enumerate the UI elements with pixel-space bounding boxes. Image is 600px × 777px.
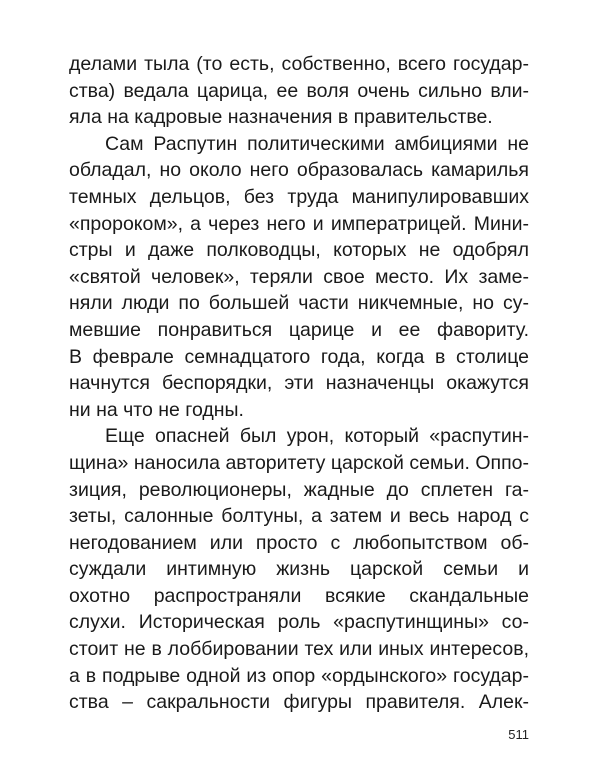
text-line: обладал, но около него образовалась камарилья [69,159,529,182]
text-line: яла на кадровые назначения в правительстве. [69,106,493,129]
text-line: зеты, салонные болтуны, а затем и весь народ с [69,505,529,528]
text-line: суждали интимную жизнь царской семьи и [69,558,529,581]
text-line: стры и даже полководцы, которых не одобрял [69,239,529,262]
text-line: «пророком», а через него и императрицей. Мини- [69,212,529,235]
text-line: негодованием или просто с любопытством об- [69,531,529,554]
page-number: 511 [508,727,529,742]
text-line: «святой человек», теряли свое место. Их заме- [69,265,529,288]
text-line: В феврале семнадцатого года, когда в столице [69,345,529,368]
text-line: охотно распространяли всякие скандальные [69,584,529,607]
text-line: ства) ведала царица, ее воля очень сильно вли- [69,79,529,102]
text-line: зиция, революционеры, жадные до сплетен га- [69,478,529,501]
text-line: стоит не в лоббировании тех или иных интересов, [69,638,529,661]
text-line: ни на что не годны. [69,398,244,421]
text-line: а в подрыве одной из опор «ордынского» государ- [69,664,529,687]
text-line: слухи. Историческая роль «распутинщины» со- [69,611,529,634]
text-line: начнутся беспорядки, эти назначенцы окажутся [69,372,529,395]
paragraph-start-line: Еще опасней был урон, который «распутин- [105,425,529,448]
paragraph-start-line: Сам Распутин политическими амбициями не [105,132,529,155]
text-line: ства – сакральности фигуры правителя. Алек- [69,691,529,714]
text-line: делами тыла (то есть, собственно, всего государ- [69,53,529,75]
text-line: темных дельцов, без труда манипулировавших [69,185,529,208]
text-line: няли люди по большей части никчемные, но су- [69,292,529,315]
text-line: щина» наносила авторитету царской семьи. Оппо- [69,451,529,474]
text-line: мевшие понравиться царице и ее фавориту. [69,318,529,341]
page-body [69,51,529,716]
